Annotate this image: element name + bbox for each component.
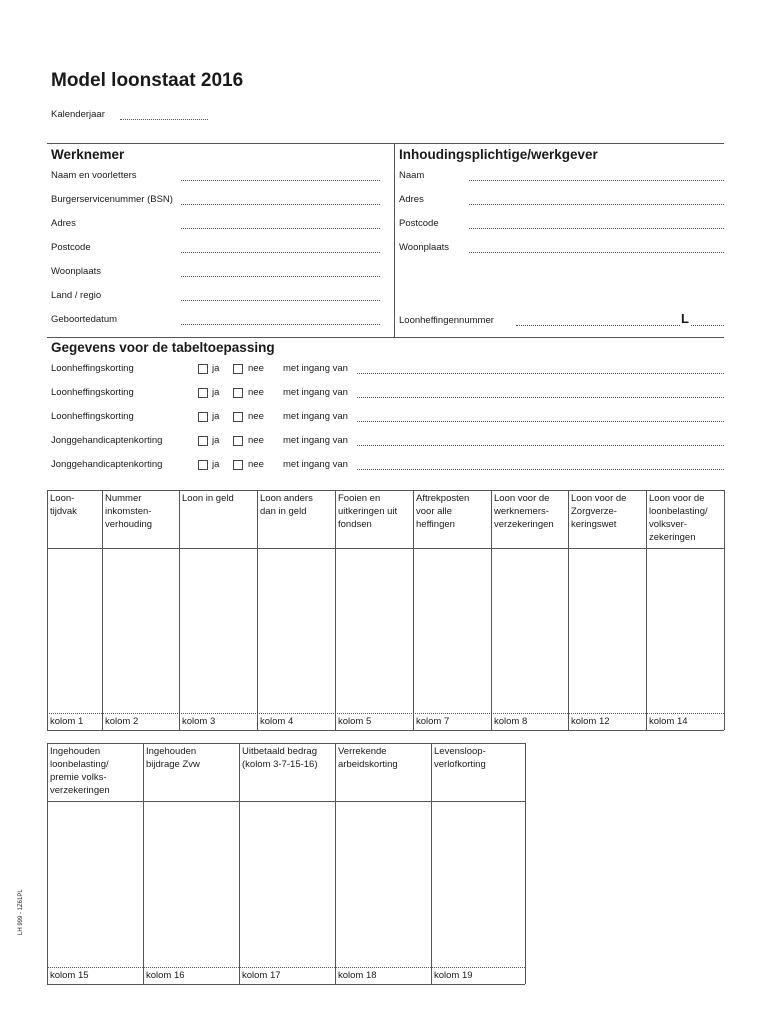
column-header: Ingehouden loonbelasting/ premie volks- verzekeringen — [50, 746, 110, 796]
column-footer: kolom 1 — [50, 716, 84, 727]
werknemer-field-label: Geboortedatum — [51, 314, 118, 325]
column-header: Fooien en uitkeringen uit fondsen — [338, 493, 398, 530]
werkgever-field-label: Naam — [399, 170, 425, 181]
ingang-field[interactable] — [357, 445, 724, 446]
column-footer: kolom 16 — [146, 970, 185, 981]
table-border — [47, 490, 724, 491]
table-cell-input[interactable] — [647, 549, 723, 712]
ja-label: ja — [212, 387, 220, 398]
werknemer-field-input[interactable] — [181, 228, 380, 229]
werkgever-field-input[interactable] — [469, 204, 724, 205]
nee-checkbox[interactable] — [233, 364, 243, 374]
werknemer-field-label: Naam en voorletters — [51, 170, 137, 181]
table-cell-input[interactable] — [240, 802, 334, 966]
nee-label: nee — [248, 459, 264, 470]
tabel-heading: Gegevens voor de tabeltoepassing — [51, 340, 275, 355]
werknemer-heading: Werknemer — [51, 147, 125, 162]
column-footer: kolom 19 — [434, 970, 473, 981]
column-footer: kolom 8 — [494, 716, 528, 727]
column-footer: kolom 7 — [416, 716, 450, 727]
table-cell-input[interactable] — [432, 802, 524, 966]
table-cell-input[interactable] — [48, 802, 142, 966]
tabel-row-label: Loonheffingskorting — [51, 387, 134, 398]
ingang-field[interactable] — [357, 469, 724, 470]
calendar-label: Kalenderjaar — [51, 109, 105, 120]
table-cell-input[interactable] — [336, 549, 412, 712]
ja-label: ja — [212, 411, 220, 422]
werkgever-field-input[interactable] — [469, 180, 724, 181]
ingang-label: met ingang van — [283, 435, 348, 446]
tabel-row-label: Loonheffingskorting — [51, 363, 134, 374]
loonheffingennummer-field-suffix[interactable] — [691, 325, 724, 326]
column-footer: kolom 17 — [242, 970, 281, 981]
werknemer-field-input[interactable] — [181, 324, 380, 325]
table-border — [47, 743, 525, 744]
ingang-label: met ingang van — [283, 363, 348, 374]
ja-checkbox[interactable] — [198, 412, 208, 422]
werknemer-field-label: Woonplaats — [51, 266, 101, 277]
ja-label: ja — [212, 435, 220, 446]
nee-label: nee — [248, 387, 264, 398]
column-header: Loon voor de werknemers- verzekeringen — [494, 493, 554, 530]
table-cell-input[interactable] — [569, 549, 645, 712]
ja-checkbox[interactable] — [198, 388, 208, 398]
column-footer: kolom 18 — [338, 970, 377, 981]
table-border — [525, 743, 526, 984]
divider — [47, 143, 724, 144]
werknemer-field-label: Adres — [51, 218, 76, 229]
werkgever-field-input[interactable] — [469, 228, 724, 229]
ingang-field[interactable] — [357, 397, 724, 398]
table-border — [47, 730, 724, 731]
column-header: Ingehouden bijdrage Zvw — [146, 746, 200, 770]
nee-checkbox[interactable] — [233, 460, 243, 470]
column-header: Nummer inkomsten- verhouding — [105, 493, 153, 530]
werkgever-field-label: Woonplaats — [399, 242, 449, 253]
werknemer-field-label: Burgerservicenummer (BSN) — [51, 194, 173, 205]
column-footer: kolom 5 — [338, 716, 372, 727]
table-cell-input[interactable] — [48, 549, 101, 712]
ingang-field[interactable] — [357, 421, 724, 422]
nee-label: nee — [248, 411, 264, 422]
ja-checkbox[interactable] — [198, 364, 208, 374]
column-footer: kolom 15 — [50, 970, 89, 981]
werknemer-field-input[interactable] — [181, 276, 380, 277]
nee-checkbox[interactable] — [233, 436, 243, 446]
calendar-field[interactable] — [120, 119, 208, 120]
table-border — [47, 967, 525, 968]
werkgever-field-label: Adres — [399, 194, 424, 205]
loonheffing-suffix: L — [681, 311, 689, 326]
tabel-row-label: Jonggehandicaptenkorting — [51, 459, 163, 470]
werknemer-field-input[interactable] — [181, 252, 380, 253]
tabel-row-label: Loonheffingskorting — [51, 411, 134, 422]
ja-checkbox[interactable] — [198, 460, 208, 470]
table-cell-input[interactable] — [103, 549, 178, 712]
divider — [47, 337, 724, 338]
column-footer: kolom 14 — [649, 716, 688, 727]
column-header: Aftrekposten voor alle heffingen — [416, 493, 470, 530]
werkgever-field-label: Postcode — [399, 218, 439, 229]
column-header: Loon voor de loonbelasting/ volksver- zekeringen — [649, 493, 708, 543]
ja-label: ja — [212, 459, 220, 470]
werkgever-heading: Inhoudingsplichtige/werkgever — [399, 147, 598, 162]
werknemer-field-input[interactable] — [181, 204, 380, 205]
werknemer-field-input[interactable] — [181, 300, 380, 301]
column-footer: kolom 4 — [260, 716, 294, 727]
tabel-row-label: Jonggehandicaptenkorting — [51, 435, 163, 446]
column-header: Verrekende arbeidskorting — [338, 746, 398, 770]
column-footer: kolom 12 — [571, 716, 610, 727]
werknemer-field-label: Land / regio — [51, 290, 102, 301]
table-cell-input[interactable] — [492, 549, 567, 712]
ingang-label: met ingang van — [283, 459, 348, 470]
loonheffingennummer-label: Loonheffingennummer — [399, 315, 494, 326]
column-header: Loon in geld — [182, 493, 234, 504]
table-cell-input[interactable] — [180, 549, 256, 712]
column-header: Loon anders dan in geld — [260, 493, 313, 517]
page-title: Model loonstaat 2016 — [51, 70, 244, 91]
ingang-field[interactable] — [357, 373, 724, 374]
werknemer-field-label: Postcode — [51, 242, 91, 253]
table-cell-input[interactable] — [144, 802, 238, 966]
table-border — [47, 984, 525, 985]
ja-checkbox[interactable] — [198, 436, 208, 446]
ingang-label: met ingang van — [283, 411, 348, 422]
ja-label: ja — [212, 363, 220, 374]
werkgever-field-input[interactable] — [469, 252, 724, 253]
form-code: LH 999 - 1Z61PL — [18, 889, 24, 935]
column-header: Levensloop- verlofkorting — [434, 746, 486, 770]
nee-checkbox[interactable] — [233, 388, 243, 398]
nee-label: nee — [248, 435, 264, 446]
table-cell-input[interactable] — [258, 549, 334, 712]
column-footer: kolom 3 — [182, 716, 216, 727]
table-border — [724, 490, 725, 730]
ingang-label: met ingang van — [283, 387, 348, 398]
table-border — [47, 713, 724, 714]
column-header: Uitbetaald bedrag (kolom 3-7-15-16) — [242, 746, 318, 770]
table-cell-input[interactable] — [414, 549, 490, 712]
table-cell-input[interactable] — [336, 802, 430, 966]
column-footer: kolom 2 — [105, 716, 139, 727]
nee-label: nee — [248, 363, 264, 374]
loonheffingennummer-field[interactable] — [516, 325, 680, 326]
werknemer-field-input[interactable] — [181, 180, 380, 181]
nee-checkbox[interactable] — [233, 412, 243, 422]
column-header: Loon voor de Zorgverze- keringswet — [571, 493, 627, 530]
column-header: Loon- tijdvak — [50, 493, 77, 517]
divider — [394, 143, 395, 337]
